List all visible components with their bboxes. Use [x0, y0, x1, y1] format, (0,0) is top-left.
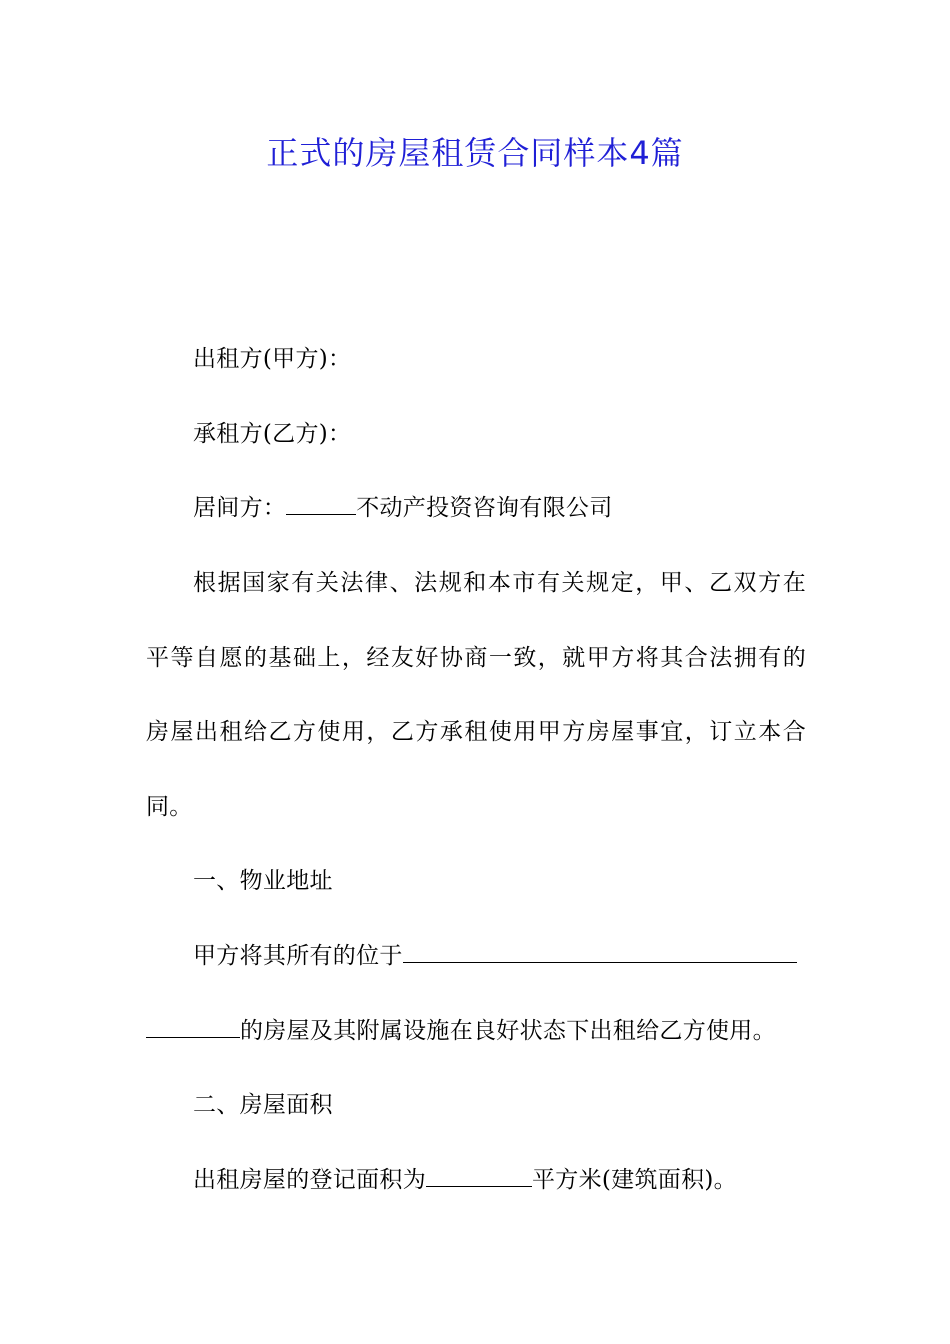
- section1-line-2: [146, 1011, 806, 1051]
- section2-heading: 二、房屋面积: [193, 1092, 333, 1118]
- section2-area-label: 出租房屋的登记面积为: [193, 1167, 426, 1193]
- section1-line-1: [193, 936, 806, 976]
- preamble-line-4: 同。: [146, 794, 193, 820]
- broker-line: [193, 488, 806, 528]
- document-title: 正式的房屋租赁合同样本4篇: [266, 134, 684, 172]
- area-blank: [426, 1164, 532, 1187]
- section2-area-unit: 平方米(建筑面积)。: [532, 1167, 737, 1193]
- preamble-line-3: 房屋出租给乙方使用，乙方承租使用甲方房屋事宜，订立本合: [146, 719, 806, 745]
- address-blank: [403, 940, 797, 963]
- section1-address-label: 甲方将其所有的位于: [193, 943, 403, 969]
- broker-blank: [286, 492, 356, 515]
- section2-line: [193, 1160, 806, 1200]
- section1-heading: 一、物业地址: [193, 868, 333, 894]
- preamble-line-1: 根据国家有关法律、法规和本市有关规定，甲、乙双方在: [193, 570, 806, 596]
- section1-address-text: 的房屋及其附属设施在良好状态下出租给乙方使用。: [240, 1018, 776, 1044]
- preamble-line-2: 平等自愿的基础上，经友好协商一致，就甲方将其合法拥有的: [146, 645, 806, 671]
- broker-company: 不动产投资咨询有限公司: [356, 495, 613, 521]
- lessor-line: 出租方(甲方)：: [193, 346, 352, 372]
- broker-label: 居间方：: [193, 495, 287, 521]
- address-blank-continued: [146, 1015, 240, 1038]
- lessee-line: 承租方(乙方)：: [193, 421, 352, 447]
